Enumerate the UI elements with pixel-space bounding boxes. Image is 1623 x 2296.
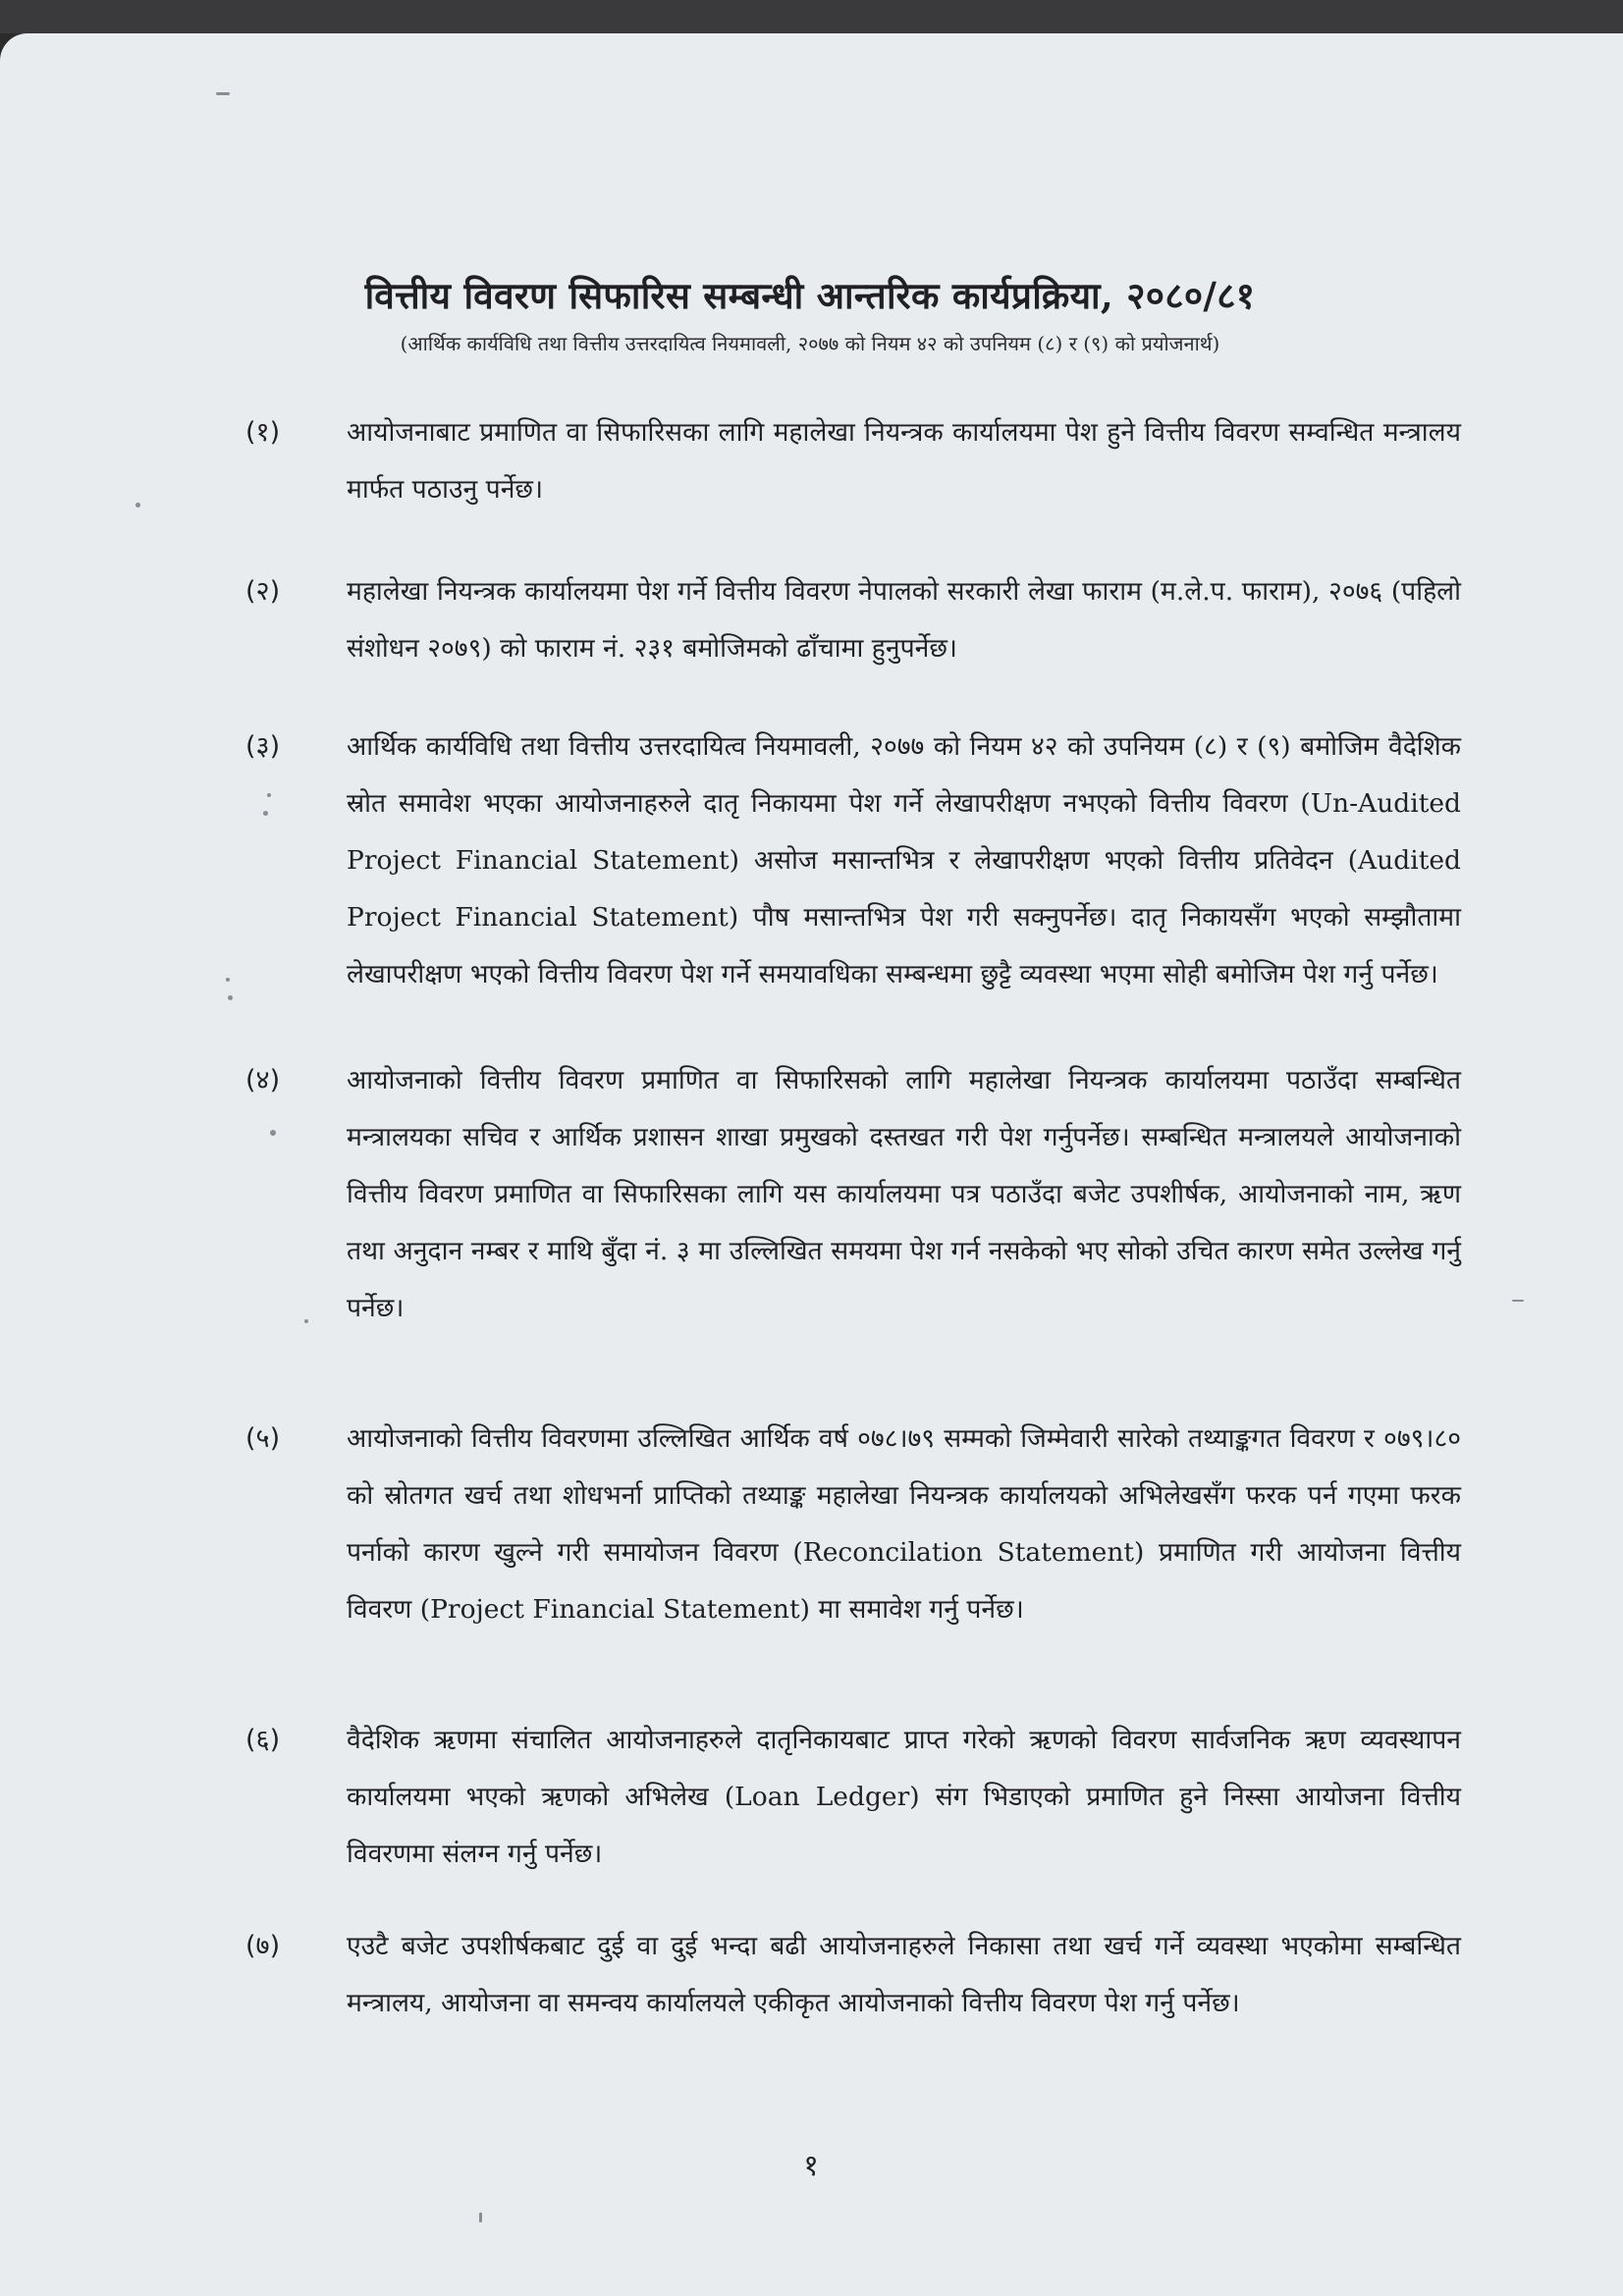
scan-speck xyxy=(135,503,140,507)
scan-speck xyxy=(479,2213,482,2222)
document-subtitle: (आर्थिक कार्यविधि तथा वित्तीय उत्तरदायित्व नियमावली, २०७७ को नियम ४२ को उपनियम (८) र (९) को प्रयोजनार्थ) xyxy=(400,332,1220,355)
scan-speck xyxy=(216,92,230,95)
clause-number: (२) xyxy=(245,576,281,607)
clause-text: आयोजनाको वित्तीय विवरण प्रमाणित वा सिफारिसको लागि महालेखा नियन्त्रक कार्यालयमा पठाउँदा सम्बन्धित मन्त्रालयका सचिव र आर्थिक प्रशासन शाखा प्रमुखको दस्तखत गरी पेश गर्नुपर्नेछ। सम्बन्धित मन्त्रालयले आयोजनाको वित्तीय विवरण प्रमाणित वा सिफारिसका लागि यस कार्यालयमा पत्र पठाउँदा बजेट उपशीर्षक, आयोजनाको नाम, ऋण तथा अनुदान नम्बर र माथि बुँदा नं. ३ मा उल्लिखित समयमा पेश गर्न नसकेको भए सोको उचित कारण समेत उल्लेख गर्नु पर्नेछ। xyxy=(347,1065,1461,1323)
scan-speck xyxy=(270,1130,276,1136)
clause-number: (४) xyxy=(245,1065,281,1095)
clause-number: (३) xyxy=(245,731,281,762)
scan-speck xyxy=(228,995,233,1000)
document-page xyxy=(0,33,1623,2296)
clause-number: (५) xyxy=(245,1423,281,1454)
scan-speck xyxy=(226,978,230,982)
clause-number: (१) xyxy=(245,417,281,448)
scan-speck xyxy=(267,793,271,797)
clause-number: (७) xyxy=(245,1931,281,1961)
clause-text: महालेखा नियन्त्रक कार्यालयमा पेश गर्ने वित्तीय विवरण नेपालको सरकारी लेखा फाराम (म.ले.प. फाराम), २०७६ (पहिलो संशोधन २०७९) को फाराम नं. २३१ बमोजिमको ढाँचामा हुनुपर्नेछ। xyxy=(347,576,1461,664)
clause-text: वैदेशिक ऋणमा संचालित आयोजनाहरुले दातृनिकायबाट प्राप्त गरेको ऋणको विवरण सार्वजनिक ऋण व्यवस्थापन कार्यालयमा भएको ऋणको अभिलेख (Loan Ledger) संग भिडाएको प्रमाणित हुने निस्सा आयोजना वित्तीय विवरणमा संलग्न गर्नु पर्नेछ। xyxy=(347,1725,1461,1869)
clause-text: आर्थिक कार्यविधि तथा वित्तीय उत्तरदायित्व नियमावली, २०७७ को नियम ४२ को उपनियम (८) र (९) बमोजिम वैदेशिक स्रोत समावेश भएका आयोजनाहरुले दातृ निकायमा पेश गर्ने लेखापरीक्षण नभएको वित्तीय विवरण (Un-Audited Project Financial Statement) असोज मसान्तभित्र र लेखापरीक्षण भएको वित्तीय प्रतिवेदन (Audited Project Financial Statement) पौष मसान्तभित्र पेश गरी सक्नुपर्नेछ। दातृ निकायसँग भएको सम्झौतामा लेखापरीक्षण भएको वित्तीय विवरण पेश गर्ने समयावधिका सम्बन्धमा छुट्टै व्यवस्था भएमा सोही बमोजिम पेश गर्नु पर्नेछ। xyxy=(347,731,1461,989)
page-number: १ xyxy=(803,2149,819,2183)
scan-speck xyxy=(304,1319,308,1323)
clause-text: आयोजनाको वित्तीय विवरणमा उल्लिखित आर्थिक वर्ष ०७८।७९ सम्मको जिम्मेवारी सारेको तथ्याङ्कगत विवरण र ०७९।८० को स्रोतगत खर्च तथा शोधभर्ना प्राप्तिको तथ्याङ्क महालेखा नियन्त्रक कार्यालयको अभिलेखसँग फरक पर्न गएमा फरक पर्नाको कारण खुल्ने गरी समायोजन विवरण (Reconcilation Statement) प्रमाणित गरी आयोजना वित्तीय विवरण (Project Financial Statement) मा समावेश गर्नु पर्नेछ। xyxy=(347,1423,1461,1625)
document-title: वित्तीय विवरण सिफारिस सम्बन्धी आन्तरिक कार्यप्रक्रिया, २०८०/८१ xyxy=(364,274,1256,317)
clause-number: (६) xyxy=(245,1725,281,1755)
clause-text: एउटै बजेट उपशीर्षकबाट दुई वा दुई भन्दा बढी आयोजनाहरुले निकासा तथा खर्च गर्ने व्यवस्था भएकोमा सम्बन्धित मन्त्रालय, आयोजना वा समन्वय कार्यालयले एकीकृत आयोजनाको वित्तीय विवरण पेश गर्नु पर्नेछ। xyxy=(347,1931,1461,2018)
scan-speck xyxy=(1512,1300,1524,1302)
scan-border xyxy=(0,0,1623,33)
clause-text: आयोजनाबाट प्रमाणित वा सिफारिसका लागि महालेखा नियन्त्रक कार्यालयमा पेश हुने वित्तीय विवरण सम्वन्धित मन्त्रालय मार्फत पठाउनु पर्नेछ। xyxy=(347,417,1461,505)
scan-speck xyxy=(263,811,268,816)
